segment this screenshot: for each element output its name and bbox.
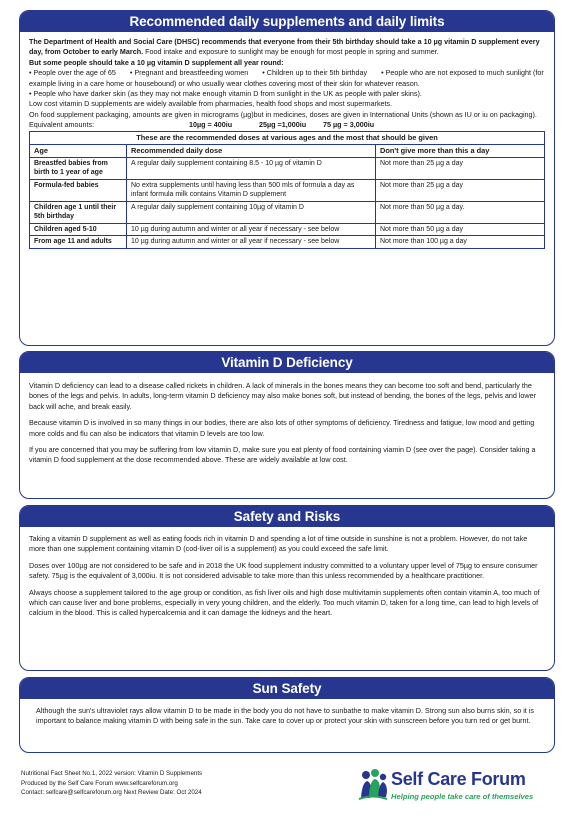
equiv-c: 75 µg = 3,000iu [323,120,375,130]
cell-dose: A regular daily supplement containing 10µg of vitamin D [127,201,376,223]
cell-dose: 10 µg during autumn and winter or all year if necessary - see below [127,236,376,249]
intro-rest: Food intake and exposure to sunlight may be enough for most people in spring and summer. [143,47,439,57]
bullet-item: • People over the age of 65 [29,68,116,78]
packaging-note: On food supplement packaging, amounts are given in micrograms (µg)but in medicines, doses are given in International Units (shown as IU or iu on packaging). [29,109,537,119]
cell-age: Formula-fed babies [30,179,127,201]
cell-age: Breastfed babies from birth to 1 year of age [30,157,127,179]
equiv-b: 25µg =1,000iu [259,120,307,130]
deficiency-section [19,351,555,499]
header-dose: Recommended daily dose [127,145,376,158]
table-row [30,236,545,249]
safety-body [20,527,554,629]
sun-title: Sun Safety [20,678,554,699]
cell-age: From age 11 and adults [30,236,127,249]
year-round-heading: But some people should take a 10 µg vitamin D supplement all year round: [29,57,284,67]
cell-age: Children age 1 until their 5th birthday [30,201,127,223]
sun-section [19,677,555,753]
safety-paragraph: Taking a vitamin D supplement as well as eating foods rich in vitamin D and spending a lot of time outside in sunshine is not a problem. However, do not take more than one supplement containing vitamin D (cod-liver oil is a supplement) as you could exceed the safe limit. [29,534,528,554]
safety-paragraph: Always choose a supplement tailored to the age group or condition, as fish liver oils and high dose multivitamin supplements often contain vitamin A, too much of which can cause liver and bone problems, especially in very young children, and the elderly. Too much vitamin D, taken for a long time, can lead to high levels of calcium in the blood. This is called hypercalcemia and it can damage the kidneys and the heart. [29,587,540,618]
deficiency-paragraph: If you are concerned that you may be suffering from low vitamin D, make sure you eat plenty of food containing viamin D (see over the page). Consider taking a vitamin D food supplement at the dose recommended above. These are widely available at low cost. [29,445,536,465]
cell-max: Not more than 50 µg a day. [376,201,545,223]
footer-line: Produced by the Self Care Forum www.selfcareforum.org [21,779,178,787]
cell-dose: No extra supplements until having less than 500 mls of formula a day as infant formula milk contains Vitamin D supplement [127,179,376,201]
table-header-row [30,145,545,158]
footer [21,769,202,798]
cell-dose: A regular daily supplement containing 8.5 - 10 µg of vitamin D [127,157,376,179]
deficiency-title: Vitamin D Deficiency [20,352,554,373]
deficiency-paragraph: Vitamin D deficiency can lead to a disease called rickets in children. A lack of minerals in the bones means they can become too soft and bend, particularly the bones of the legs and pelvis. In adults, long-term vitamin D deficiency may also make bones soft, but instead of bending, the bones of the legs, pelvis and lower back will ache, and break easily. [29,381,537,411]
bullet-dark-skin: • People who have darker skin (as they may not make enough vitamin D from sunlight in the UK as people with paler skins). [29,89,422,99]
safety-title: Safety and Risks [20,506,554,527]
dose-table [29,144,545,249]
safety-paragraph: Doses over 100µg are not considered to be safe and in 2018 the UK food supplement industry committed to a voluntary upper level of 75µg to ensure consumer safety. 75µg is the equivalent of 3,000iu. It is not considered advisable to take more than this unless recommended by a healthcare practitioner. [29,560,538,581]
dose-table-title: These are the recommended doses at various ages and the most that should be given [29,131,545,144]
equiv-label: Equivalent amounts: [29,120,95,130]
cell-dose: 10 µg during autumn and winter or all year if necessary - see below [127,223,376,236]
table-row [30,179,545,201]
supplements-title: Recommended daily supplements and daily limits [20,11,554,32]
cell-age: Children aged 5-10 [30,223,127,236]
supplements-intro [29,37,545,58]
supplements-section [19,10,555,346]
bullet-item: • Children up to their 5th birthday [262,68,368,78]
self-care-forum-logo [358,768,558,804]
table-row [30,201,545,223]
sun-paragraph: Although the sun's ultraviolet rays allow vitamin D to be made in the body you do not have to sunbathe to make vitamin D. Strong sun also burns skin, so it is important to balance making vitamin D with being safe in the sun. Take care to cover up or protect your skin with sunscreen before you turn red or get burnt. [36,706,534,726]
header-age: Age [30,145,127,158]
cell-max: Not more than 25 µg a day [376,157,545,179]
table-row [30,223,545,236]
bullet-item: • People who are not exposed to much sunlight (for example living in a care home or housebound) or who usually wear clothes covering most of their skin for whatever reason. [29,68,544,88]
bullet-item: • Pregnant and breastfeeding women [129,68,249,78]
cell-max: Not more than 50 µg a day [376,223,545,236]
footer-line: Contact: selfcare@selfcareforum.org Next Review Date: Oct 2024 [21,789,202,797]
supplements-body [20,32,554,253]
people-group-icon [358,768,388,802]
footer-line: Nutritional Fact Sheet No.1, 2022 version: Vitamin D Supplements [21,770,203,777]
bullet-list [29,68,545,89]
cell-max: Not more than 100 µg a day [376,236,545,249]
safety-section [19,505,555,671]
header-max: Don't give more than this a day [376,145,545,158]
low-cost-note: Low cost vitamin D supplements are widely available from pharmacies, health food shops and most supermarkets. [29,99,393,109]
equivalent-amounts [29,120,545,130]
deficiency-body [20,373,554,476]
deficiency-paragraph: Because vitamin D is involved in so many things in our bodies, there are also lots of other symptoms of deficiency. Tiredness and fatigue, low mood and getting more colds and flu can also be indicators that vitamin D levels are too low. [29,418,535,438]
logo-tagline: Helping people take care of themselves [391,792,534,801]
sun-body [20,699,554,737]
equiv-a: 10µg = 400iu [189,120,233,130]
logo-name: Self Care Forum [391,769,526,789]
table-row [30,157,545,179]
intro-bold: The Department of Health and Social Care (DHSC) recommends that everyone from their 5th birthday should take a 10 µg vitamin D supplement every day, from October to early March. [29,37,540,57]
cell-max: Not more than 25 µg a day [376,179,545,201]
